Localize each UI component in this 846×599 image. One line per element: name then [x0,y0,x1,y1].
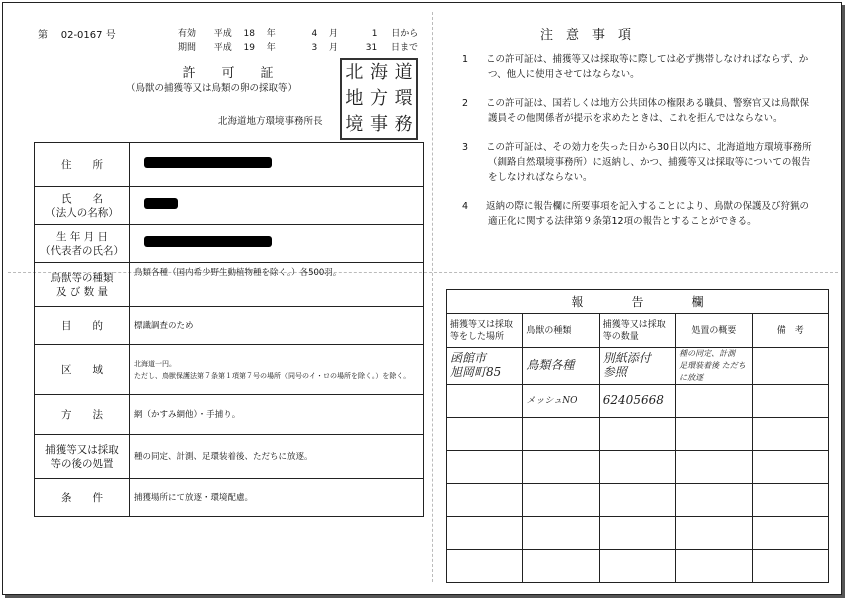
official-seal [340,58,418,140]
report-title: 報 告 欄 [447,290,829,314]
permit-row-value [130,345,424,395]
seal-char: 環 [394,88,413,109]
permit-row-label: 区 域 [35,345,130,395]
permit-row-value [130,395,424,435]
seal-char: 北 [345,62,364,83]
report-cell [599,418,675,451]
report-cell [752,385,828,418]
redaction-bar [144,157,272,168]
fold-line-vertical [432,12,433,582]
permit-row [35,143,424,187]
report-cell [599,451,675,484]
report-column-header: 処置の概要 [676,314,752,348]
seal-char: 事 [369,114,388,135]
permit-value-text: 網（かすみ網他）・手捕り。 [134,409,241,420]
notice-item [462,199,814,229]
report-cell [752,484,828,517]
report-row [447,348,829,385]
to-year-unit: 年 [266,43,276,53]
notice-number: 4 [462,201,469,212]
report-column-header: 捕獲等又は採取等の数量 [599,314,675,348]
permit-details-table [34,142,424,517]
report-cell [447,385,523,418]
permit-title: 許 可 証 [182,66,274,81]
permit-row-value [130,479,424,517]
report-cell [752,418,828,451]
permit-row-label: 目 的 [35,307,130,345]
to-day: 31 [365,43,378,53]
permit-row-value [130,263,424,307]
report-cell [676,385,752,418]
number-suffix: 号 [105,30,116,41]
notice-list [462,52,814,243]
to-day-suffix: 日まで [390,43,418,53]
report-cell-text: 鳥類各種 [526,358,575,372]
report-title-row [447,290,829,314]
notice-text: この許可証は、その効力を失った日から30日以内に、北海道地方環境事務所（釧路自然環境事務所）に返納し、かつ、捕獲等又は採取等についての報告をしなければならない。 [486,142,812,183]
report-cell [676,451,752,484]
permit-row [35,187,424,225]
report-cell-text: 種の同定、計測 足環装着後 ただちに放逐 [679,349,746,382]
issuer-name: 北海道地方環境事務所長 [218,116,323,127]
valid-to-row [178,40,418,53]
report-row [447,451,829,484]
redaction-bar [144,198,178,209]
permit-row-label: 住 所 [35,143,130,187]
notice-text: この許可証は、捕獲等又は採取等に際しては必ず携帯しなければならず、かつ、他人に使用させてはならない。 [486,54,809,80]
permit-row-value [130,225,424,263]
report-cell-text: メッシュNO [526,396,578,406]
report-cell [523,451,599,484]
report-cell [447,348,523,385]
report-cell-text: 函館市 旭岡町85 [450,351,502,379]
permit-row [35,395,424,435]
report-cell [447,418,523,451]
report-row [447,550,829,583]
report-cell [752,451,828,484]
notice-text: この許可証は、国若しくは地方公共団体の権限ある職員、警察官又は鳥獣保護員その他関係者が提示を求めたときは、これを拒んではならない。 [486,98,810,124]
to-month: 3 [311,43,318,53]
report-cell [676,550,752,583]
seal-char: 道 [394,62,413,83]
report-cell [752,550,828,583]
report-cell [752,517,828,550]
report-cell [676,517,752,550]
seal-char: 海 [369,62,388,83]
report-cell [599,385,675,418]
report-cell [523,484,599,517]
permit-row [35,307,424,345]
report-cell [447,484,523,517]
redaction-bar [144,236,272,247]
permit-number [38,26,116,41]
permit-row-value [130,307,424,345]
permit-value-text: 捕獲場所にて放逐・環境配慮。 [134,492,254,503]
report-cell [447,517,523,550]
report-row [447,418,829,451]
notice-item [462,140,814,185]
permit-row-label: 鳥獣等の種類 及 び 数 量 [35,263,130,307]
to-era: 平成 [213,43,232,53]
from-day: 1 [371,29,378,39]
report-cell [676,348,752,385]
report-cell [599,484,675,517]
permit-value-text: 北海道一円。 ただし、鳥獣保護法第７条第１項第７号の場所（同号のイ・ロの場所を除く。）を除く。 [134,359,411,380]
permit-row-value [130,187,424,225]
from-month-unit: 月 [328,29,338,39]
permit-row [35,479,424,517]
report-cell [523,517,599,550]
report-row [447,484,829,517]
to-year: 19 [243,43,255,53]
report-cell [523,385,599,418]
report-cell [523,348,599,385]
valid-from-row [178,26,418,39]
report-column-header: 捕獲等又は採取等をした場所 [447,314,523,348]
report-cell [599,550,675,583]
permit-row [35,225,424,263]
number-value: 02-0167 [60,30,103,41]
permit-row-label: 条 件 [35,479,130,517]
report-row [447,517,829,550]
report-cell [676,418,752,451]
seal-char: 地 [345,88,364,109]
permit-row-value [130,435,424,479]
from-month: 4 [311,29,318,39]
report-cell-text: 別紙添付 参照 [602,351,651,379]
permit-row-value [130,143,424,187]
from-era: 平成 [213,29,232,39]
seal-char: 境 [345,114,364,135]
valid-label: 有効 [178,29,197,39]
number-label: 第 [38,30,48,41]
notice-number: 3 [462,142,469,153]
report-cell [752,348,828,385]
notice-number: 1 [462,54,469,65]
permit-row [35,435,424,479]
permit-value-text: 標識調査のため [134,320,194,331]
notice-item [462,96,814,126]
report-cell [523,418,599,451]
report-cell-text: 62405668 [602,393,664,407]
permit-subtitle: （鳥獣の捕獲等又は鳥類の卵の採取等） [126,83,298,94]
report-header-row [447,314,829,348]
permit-row-label: 方 法 [35,395,130,435]
permit-row-label: 捕獲等又は採取 等の後の処置 [35,435,130,479]
permit-value-text: 種の同定、計測、足環装着後、ただちに放逐。 [134,451,313,462]
from-day-suffix: 日から [391,29,419,39]
report-cell [523,550,599,583]
notice-text: 返納の際に報告欄に所要事項を記入することにより、鳥獣の保護及び狩猟の適正化に関する法律第９条第12項の報告とすることができる。 [486,201,810,227]
permit-value-text: 鳥類各種（国内希少野生動植物種を除く。）各500羽。 [134,268,342,278]
report-table [446,289,829,583]
seal-char: 方 [369,88,388,109]
report-cell [447,451,523,484]
report-cell [447,550,523,583]
permit-row [35,263,424,307]
permit-row-label: 生 年 月 日 （代表者の氏名） [35,225,130,263]
notice-number: 2 [462,98,469,109]
from-year-unit: 年 [266,29,276,39]
notice-title: 注 意 事 項 [540,28,632,43]
report-column-header: 鳥獣の種類 [523,314,599,348]
permit-row [35,345,424,395]
report-column-header: 備 考 [752,314,828,348]
to-month-unit: 月 [328,43,338,53]
report-row [447,385,829,418]
from-year: 18 [243,29,255,39]
report-cell [599,517,675,550]
report-cell [599,348,675,385]
permit-row-label: 氏 名 （法人の名称） [35,187,130,225]
period-label: 期間 [178,43,197,53]
report-cell [676,484,752,517]
seal-char: 務 [394,114,413,135]
notice-item [462,52,814,82]
